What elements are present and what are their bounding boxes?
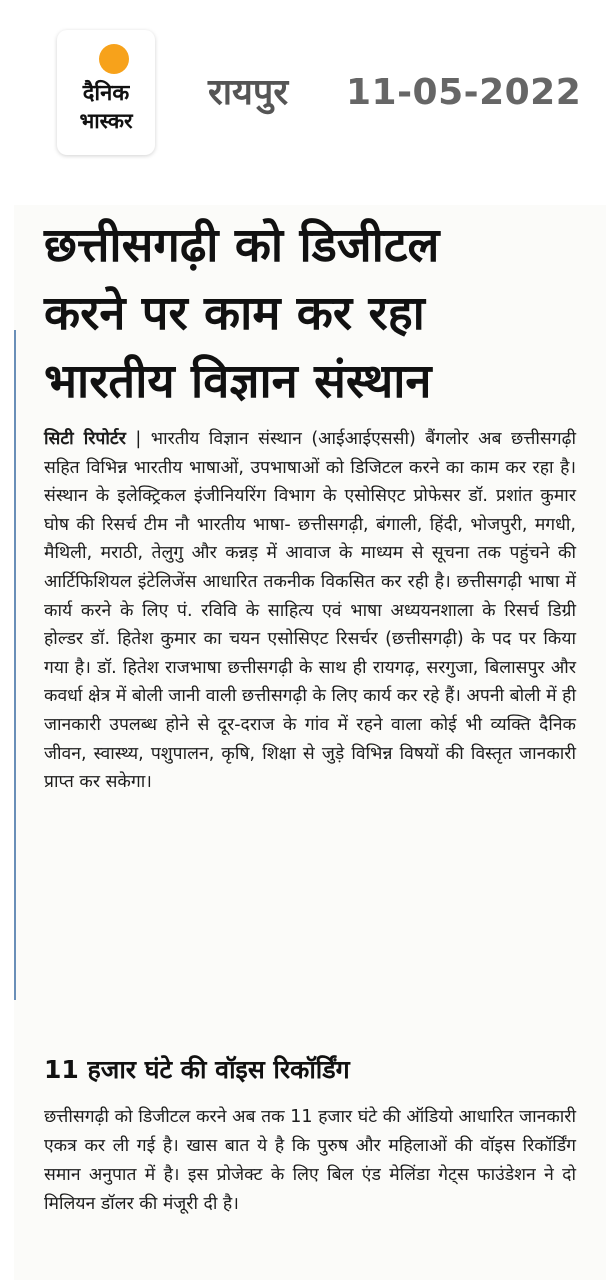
article-subheading: 11 हजार घंटे की वॉइस रिकॉर्डिंग [44, 1055, 350, 1084]
article-body-2: छत्तीसगढ़ी को डिजीटल करने अब तक 11 हजार घंटे की ऑडियो आधारित जानकारी एकत्र कर ली गई है। खास बात ये है कि पुरुष और महिलाओं की वॉइस रिकॉर्डिंग समान अनुपात में है। इस प्रोजेक्ट के लिए बिल एंड मेलिंडा गेट्स फाउंडेशन ने दो मिलियन डॉलर की मंजूरी दी है। [44, 1107, 576, 1214]
headline-line-3: भारतीय विज्ञान संस्थान [44, 354, 432, 409]
headline-line-1: छत्तीसगढ़ी को डिजीटल [44, 218, 440, 273]
byline: सिटी रिपोर्टर [44, 429, 126, 449]
article-body [44, 425, 576, 797]
article-headline [44, 212, 584, 416]
newspaper-logo [57, 30, 155, 155]
logo-text-line1: दैनिक [82, 81, 130, 106]
clipping-header [0, 0, 613, 175]
column-rule [14, 330, 16, 1000]
sun-icon [99, 44, 129, 74]
article-body-text: भारतीय विज्ञान संस्थान (आईआईएससी) बैंगलोर अब छत्तीसगढ़ी सहित विभिन्न भारतीय भाषाओं, उपभाषाओं को डिजिटल करने का काम कर रहा है। संस्थान के इलेक्ट्रिकल इंजीनियरिंग विभाग के एसोसिएट प्रोफेसर डॉ. प्रशांत कुमार घोष की रिसर्च टीम नौ भारतीय भाषा- छत्तीसगढ़ी, बंगाली, हिंदी, भोजपुरी, मगधी, मैथिली, मराठी, तेलुगु और कन्नड़ में आवाज के माध्यम से सूचना तक पहुंचने की आर्टिफिशियल इंटेलिजेंस आधारित तकनीक विकसित कर रही है। छत्तीसगढ़ी भाषा में कार्य करने के लिए पं. रविवि के साहित्य एवं भाषा अध्ययनशाला के रिसर्च डिग्री होल्डर डॉ. हितेश कुमार का चयन एसोसिएट रिसर्चर (छत्तीसगढ़ी) के पद पर किया गया है। डॉ. हितेश राजभाषा छत्तीसगढ़ी के साथ ही रायगढ़, सरगुजा, बिलासपुर और कवर्धा क्षेत्र में बोली जानी वाली छत्तीसगढ़ी के लिए कार्य कर रहे हैं। अपनी बोली में ही जानकारी उपलब्ध होने से दूर-दराज के गांव में रहने वाला कोई भी व्यक्ति दैनिक जीवन, स्वास्थ्य, पशुपालन, कृषि, शिक्षा से जुड़े विभिन्न विषयों की विस्तृत जानकारी प्राप्त कर सकेगा। [44, 429, 576, 793]
edition-date: 11-05-2022 [346, 72, 582, 113]
edition-city: रायपुर [208, 72, 289, 113]
byline-separator: | [125, 429, 151, 449]
logo-text-line2: भास्कर [79, 109, 133, 133]
headline-line-2: करने पर काम कर रहा [44, 286, 425, 341]
